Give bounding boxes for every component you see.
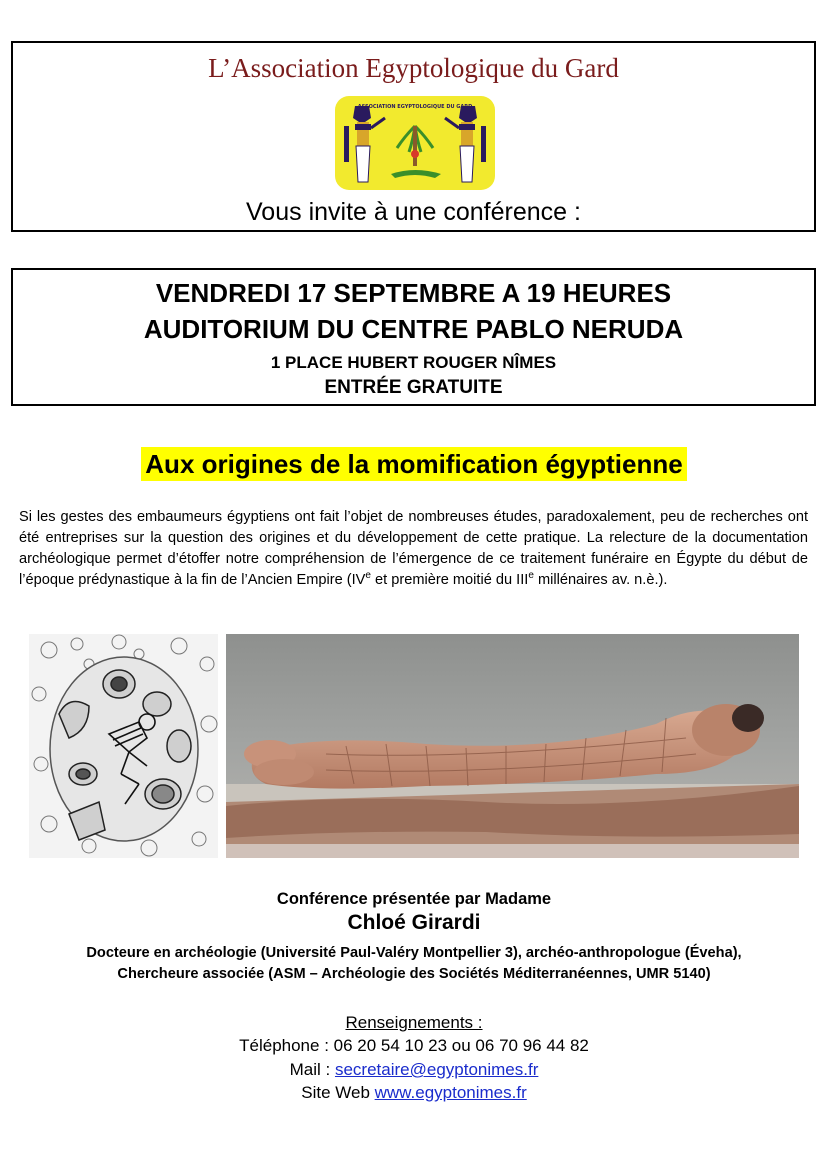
invitation-header-box xyxy=(11,41,816,232)
abstract-text-1: Si les gestes des embaumeurs égyptiens ont fait l’objet de nombreuses études, paradoxalement, peu de recherches ont été entreprises sur la question des origines et du développement de cette pratique. La relecture de la documentation archéologique permet d’étoffer notre compréhension de l’émergence de ce traitement funéraire en Égypte du début de l’époque prédynastique à la fin de l’Ancien Empire (IV xyxy=(19,509,808,588)
event-venue: AUDITORIUM DU CENTRE PABLO NERUDA xyxy=(143,314,684,344)
abstract-text-3: millénaires av. n.è.). xyxy=(533,572,668,588)
mummy-photograph xyxy=(226,634,799,858)
talk-abstract xyxy=(19,507,808,591)
event-address: 1 PLACE HUBERT ROUGER NÎMES xyxy=(270,353,557,372)
speaker-credentials-2: Chercheure associée (ASM – Archéologie des Sociétés Méditerranéennes, UMR 5140) xyxy=(117,966,711,982)
phone-label: Téléphone : xyxy=(239,1036,334,1055)
association-logo xyxy=(335,96,495,190)
association-title: L’Association Egyptologique du Gard xyxy=(208,53,619,83)
burial-sketch-image xyxy=(29,634,218,858)
left-pharaoh-figure xyxy=(344,106,385,182)
speaker-intro: Conférence présentée par Madame xyxy=(276,890,552,908)
event-details-box xyxy=(11,268,816,406)
mail-label: Mail : xyxy=(289,1060,335,1079)
event-entry: ENTRÉE GRATUITE xyxy=(324,377,503,398)
talk-title: Aux origines de la momification égyptienne xyxy=(141,447,686,481)
event-date: VENDREDI 17 SEPTEMBRE A 19 HEURES xyxy=(155,278,672,308)
phone-numbers: 06 20 54 10 23 ou 06 70 96 44 82 xyxy=(333,1036,589,1055)
invite-line: Vous invite à une conférence : xyxy=(246,198,581,226)
abstract-superscript-1: e xyxy=(365,570,371,582)
contact-phone-line xyxy=(0,1036,828,1056)
abstract-superscript-2: e xyxy=(528,570,534,582)
speaker-name: Chloé Girardi xyxy=(347,911,481,934)
speaker-credentials-1: Docteure en archéologie (Université Paul-Valéry Montpellier 3), archéo-anthropologue (Éveha), xyxy=(86,945,742,961)
logo-caption: ASSOCIATION EGYPTOLOGIQUE DU GARD xyxy=(357,104,473,110)
contact-web-line xyxy=(0,1083,828,1103)
web-label: Site Web xyxy=(301,1083,375,1102)
palm-crocodile-emblem xyxy=(391,126,441,178)
email-link[interactable]: secretaire@egyptonimes.fr xyxy=(334,1060,539,1079)
right-pharaoh-figure xyxy=(445,106,486,182)
talk-title-wrap xyxy=(0,447,828,481)
contact-mail-line xyxy=(0,1060,828,1080)
association-logo-graphic xyxy=(335,96,495,190)
contact-heading: Renseignements : xyxy=(345,1013,483,1032)
website-link[interactable]: www.egyptonimes.fr xyxy=(374,1083,527,1102)
abstract-text-2: et première moitié du III xyxy=(370,572,529,588)
